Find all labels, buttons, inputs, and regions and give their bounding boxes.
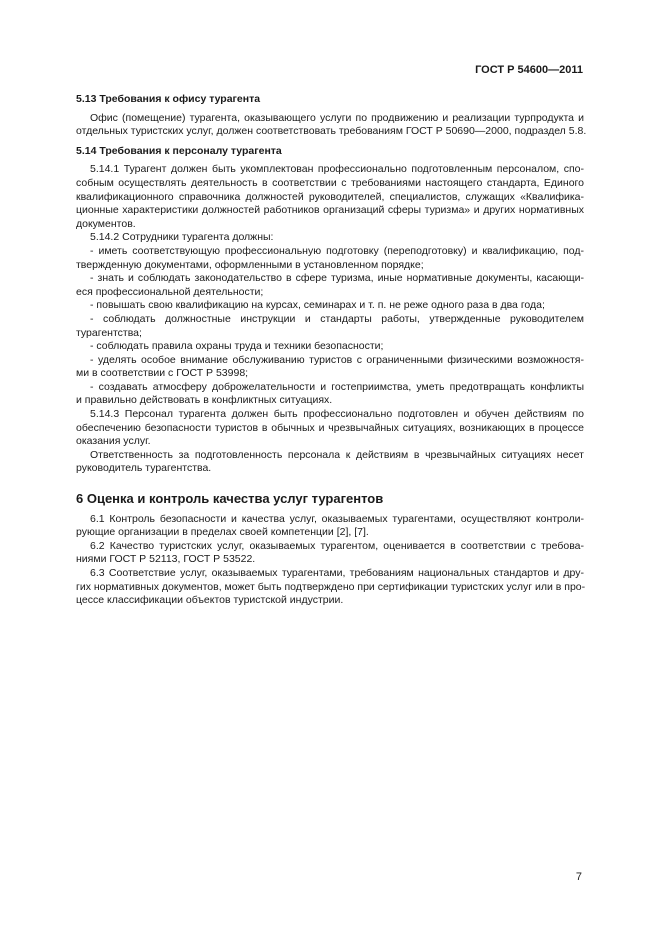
- text-line: отдельных туристских услуг, должен соответствовать требованиям ГОСТ Р 50690—2000, подраздел 5.8.: [76, 125, 587, 138]
- paragraph: [76, 354, 584, 381]
- text-line: ционные характеристики должностей работников организаций сферы туризма» и других нормативных: [76, 204, 584, 217]
- paragraph: [76, 408, 584, 449]
- section-block: [76, 145, 584, 476]
- text-line: 6.1 Контроль безопасности и качества услуг, оказываемых турагентами, осуществляют контроли-: [90, 512, 584, 525]
- text-line: и правильно действовать в конфликтных ситуациях.: [76, 394, 333, 407]
- text-line: 6.3 Соответствие услуг, оказываемых турагентами, требованиям национальных стандартов и дру-: [90, 567, 584, 579]
- text-line: - соблюдать правила охраны труда и техники безопасности;: [90, 340, 384, 353]
- text-line: рующие организации в пределах своей компетенции [2], [7].: [76, 526, 369, 539]
- text-line: собным осуществлять деятельность в соответствии с требованиями настоящего стандарта, Единого: [76, 176, 584, 189]
- document-body: [76, 93, 587, 608]
- text-line: еся профессиональной деятельности;: [76, 285, 264, 298]
- text-line: 5.14.2 Сотрудники турагента должны:: [90, 231, 274, 244]
- text-line: ми в соответствии с ГОСТ Р 53998;: [76, 367, 249, 380]
- text-line: Ответственность за подготовленность персонала к действиям в чрезвычайных ситуациях несет: [90, 448, 584, 461]
- paragraph: [76, 272, 584, 299]
- text-line: 5.14.3 Персонал турагента должен быть профессионально подготовлен и обучен действиям по: [90, 408, 584, 421]
- paragraph: [76, 381, 584, 408]
- text-line: Офис (помещение) турагента, оказывающего услуги по продвижению и реализации турпродукта и: [90, 111, 584, 124]
- section-block: [76, 93, 587, 139]
- text-line: цессе классификации объектов туристской индустрии.: [76, 594, 344, 607]
- paragraph: [76, 163, 584, 231]
- paragraph: [76, 449, 584, 476]
- text-line: документов.: [76, 217, 136, 230]
- paragraph: [76, 540, 584, 567]
- text-line: ниями ГОСТ Р 52113, ГОСТ Р 53522.: [76, 553, 256, 566]
- paragraph: [76, 513, 584, 540]
- text-line: гих нормативных документов, может быть подтверждено при сертификации туристских услуг или в про-: [76, 580, 586, 593]
- paragraph: [76, 231, 584, 245]
- text-line: турагентства;: [76, 326, 142, 339]
- text-line: - соблюдать должностные инструкции и стандарты работы, утвержденные руководителем: [90, 312, 584, 325]
- text-line: - знать и соблюдать законодательство в сфере туризма, иные нормативные документы, касающи-: [90, 272, 584, 285]
- text-line: оказания услуг.: [76, 435, 151, 448]
- text-line: 6.2 Качество туристских услуг, оказываемых турагентом, оценивается в соответствии с требова-: [90, 539, 584, 552]
- text-line: руководитель турагентства.: [76, 462, 212, 475]
- section-heading: 5.14 Требования к персоналу турагента: [76, 144, 282, 157]
- text-line: обеспечению безопасности туристов в обычных и чрезвычайных ситуациях, возникающих в процессе: [76, 421, 584, 434]
- text-line: - повышать свою квалификацию на курсах, семинарах и т. п. не реже одного раза в два года;: [90, 299, 545, 312]
- text-line: - иметь соответствующую профессиональную подготовку (переподготовку) и квалификацию, под-: [90, 244, 584, 257]
- paragraph: [76, 111, 587, 139]
- chapter-heading: 6 Оценка и контроль качества услуг турагентов: [76, 491, 384, 507]
- page-number: 7: [575, 871, 582, 883]
- section-heading: 5.13 Требования к офису турагента: [76, 93, 261, 105]
- paragraph: [76, 313, 584, 340]
- document-id-header: ГОСТ Р 54600—2011: [475, 64, 583, 76]
- paragraph: [76, 245, 584, 272]
- text-line: квалификационного справочника должностей руководителей, специалистов, служащих «Квалифика-: [76, 190, 584, 203]
- text-line: 5.14.1 Турагент должен быть укомплектован профессионально подготовленным персоналом, спо-: [90, 163, 584, 176]
- paragraph: [76, 567, 584, 608]
- text-line: - уделять особое внимание обслуживанию туристов с ограниченными физическими возможностя-: [90, 353, 584, 366]
- paragraph: [76, 299, 584, 313]
- text-line: твержденную документами, оформленными в установленном порядке;: [76, 258, 424, 271]
- paragraph: [76, 340, 584, 354]
- text-line: - создавать атмосферу доброжелательности и гостеприимства, уметь предотвращать конфликты: [90, 380, 584, 393]
